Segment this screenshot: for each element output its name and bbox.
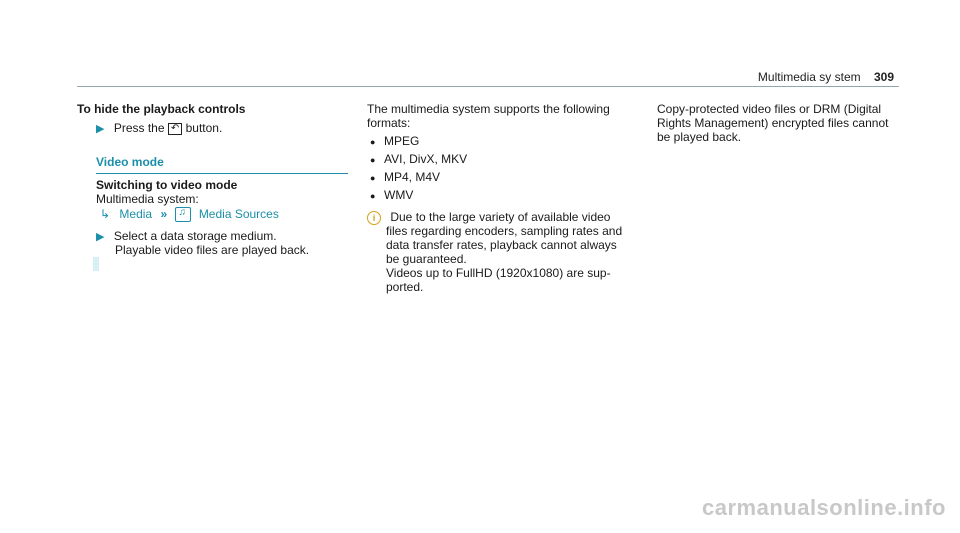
nav-path	[100, 207, 279, 222]
formats-intro1: The multimedia system supports the following	[367, 102, 610, 116]
press-instruction	[96, 121, 222, 136]
info-icon: i	[367, 211, 381, 225]
bullet-icon: ●	[370, 155, 376, 165]
watermark-text: carmanualsonline.info	[702, 495, 946, 520]
header-title: Multimedia sy stem	[757, 70, 861, 84]
switch-heading: Switching to video mode	[96, 178, 238, 192]
note-line: i Due to the large variety of available video	[367, 210, 610, 225]
bullet-icon: ●	[370, 191, 376, 201]
note-line: be guaranteed.	[386, 252, 467, 266]
bullet-icon: ●	[370, 137, 376, 147]
drm-line2: Rights Management) encrypted files cannot	[657, 116, 889, 130]
note-line: files regarding encoders, sampling rates and	[386, 224, 623, 238]
section-title: Video mode	[96, 155, 164, 169]
nav-media: Media	[119, 207, 153, 221]
back-button-icon: ↶	[168, 123, 182, 135]
page-number: 309	[873, 70, 894, 84]
hide-controls-heading: To hide the playback controls	[77, 102, 246, 116]
select-line2: Playable video files are played back.	[115, 243, 310, 257]
select-line1: Select a data storage medium.	[113, 229, 277, 243]
header-divider	[77, 86, 899, 87]
step-arrow-icon: ▶	[96, 231, 105, 243]
formats-intro2: formats:	[367, 116, 411, 130]
media-sources-icon	[175, 207, 191, 222]
drm-line1: Copy-protected video files or DRM (Digital	[657, 102, 882, 116]
format-item: ● MP4, M4V	[370, 170, 441, 184]
step-arrow-icon: ▶	[96, 123, 105, 135]
note-line: ported.	[386, 280, 424, 294]
format-item: ● WMV	[370, 188, 414, 202]
system-label: Multimedia system:	[96, 192, 199, 206]
format-item: ● AVI, DivX, MKV	[370, 152, 468, 166]
nav-media-sources: Media Sources	[198, 207, 279, 221]
format-item: ● MPEG	[370, 134, 420, 148]
press-prefix: Press the	[113, 121, 165, 135]
step-shade	[93, 257, 99, 271]
bullet-icon: ●	[370, 173, 376, 183]
select-step	[96, 229, 277, 244]
page-header	[758, 70, 894, 84]
note-line: Videos up to FullHD (1920x1080) are sup-	[386, 266, 611, 280]
drm-line3: be played back.	[657, 130, 742, 144]
nav-chevron-icon: »	[160, 207, 168, 221]
nav-arrow-icon: ↳	[100, 207, 111, 221]
section-divider	[96, 173, 348, 174]
note-line: data transfer rates, playback cannot always	[386, 238, 617, 252]
press-suffix: button.	[185, 121, 223, 135]
